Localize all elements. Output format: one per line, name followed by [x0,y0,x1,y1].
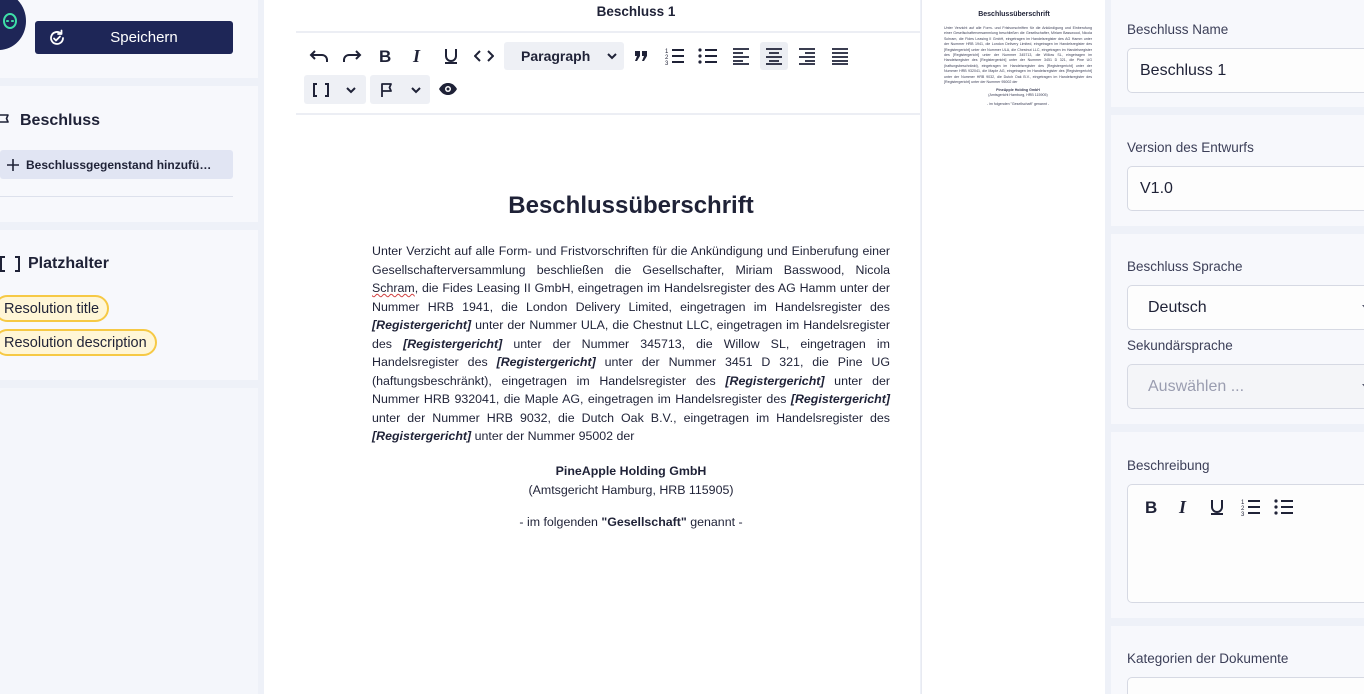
preview-company-court: (Amtsgericht Hamburg, HRB 115905) [988,93,1048,98]
language-label: Beschluss Sprache [1127,259,1243,274]
beschluss-section-title [0,112,100,130]
sidebar-empty-area [0,388,258,694]
left-sidebar [0,0,258,694]
underline-button[interactable] [437,42,465,70]
italic-icon [1177,499,1191,515]
redo-icon [342,49,362,63]
add-resolution-item-button[interactable] [0,150,233,179]
underline-icon [443,47,459,65]
body-text-segment: unter der Nummer 345713, die Willow SL, eingetragen im Handelsregister des [372,336,890,369]
preview-body: Unter Verzicht auf alle Form- und Fristvorschriften für die Ankündigung und Einberufung einer Gesellschafterversammlung beschließen die Gesellschafter, Miriam Basswood, Nicola Schram, die Fides Leasing II GmbH, eingetragen im Handelsregister des AG Hamm unter der Nummer HRB 1941, die London Delivery Limited, eingetragen im Handelsregister des [Registergericht] unter der Nummer ULA, die Chestnut LLC, eingetragen im Handelsregister des [Registergericht] unter der Nummer 345713, die Willow SL, eingetragen im Handelsregister des [Registergericht] unter der Nummer 3451 D 321, die Pine UG (haftungsbeschränkt), eingetragen im Handelsregister des [Registergericht] unter der Nummer HRB 932041, die Maple AG, eingetragen im Handelsregister des [Registergericht] unter der Nummer HRB 9032, die Dutch Oak B.V., eingetragen im Handelsregister des [Registergericht] unter der Nummer 95002 der [944,26,1092,85]
description-underline-button[interactable] [1204,494,1230,520]
brackets-icon [0,255,20,273]
placeholder-insert-dropdown[interactable] [304,75,366,104]
svg-text:1: 1 [1241,500,1245,506]
align-right-button[interactable] [793,42,821,70]
align-left-button[interactable] [727,42,755,70]
name-label: Beschluss Name [1127,22,1229,37]
description-italic-button[interactable] [1171,494,1197,520]
ordered-list-button[interactable] [661,42,689,70]
spellcheck-word: Schram [372,281,415,295]
blockquote-button[interactable] [627,42,655,70]
save-card [0,0,258,78]
align-right-icon [798,47,816,65]
add-item-label: Beschlussgegenstand hinzufü… [26,157,212,172]
version-label: Version des Entwurfs [1127,140,1254,155]
toolbar-bottom-border [296,113,920,115]
flag-icon [379,82,395,98]
svg-text:1: 1 [665,49,669,55]
placeholder-chip-label: Resolution description [4,334,147,351]
placeholder-insert-button[interactable] [307,76,335,104]
body-text-segment: , die Fides Leasing II GmbH, eingetragen im Handelsregister des AG Hamm unter der Nummer HRB 1941, die London Delivery Limited, eingetragen im Handelsregister des [372,281,890,314]
alien-logo-icon [2,13,18,29]
bold-icon [378,48,392,64]
document-name: Beschluss 1 [596,4,676,19]
alias-term: "Gesellschaft" [601,515,687,529]
toolbar-top-border [296,31,920,33]
resolution-body-text[interactable] [372,242,890,446]
bold-icon [1144,499,1158,515]
categories-select[interactable] [1127,677,1364,694]
body-text-segment: unter der Nummer 3451 D 321, die Pine UG (haftungsbeschränkt), eingetragen im Handelsregister des [372,355,891,388]
placeholder-chip[interactable] [0,329,157,356]
bullet-list-button[interactable] [694,42,722,70]
svg-text:I: I [1179,499,1187,515]
svg-text:B: B [379,48,392,64]
alias-suffix: genannt - [686,515,743,529]
register-court-placeholder: [Registergericht] [372,318,472,332]
document-editor [264,0,920,694]
paragraph-style-select[interactable] [504,42,624,70]
undo-icon [309,49,329,63]
preview-toggle-button[interactable] [434,75,462,103]
secondary-language-placeholder: Auswählen ... [1148,377,1245,395]
version-input[interactable] [1127,166,1364,211]
svg-text:3: 3 [665,61,669,65]
beschluss-title-text: Beschluss [20,112,101,129]
body-text-segment: unter der Nummer HRB 9032, die Dutch Oak B.V., eingetragen im Handelsregister des [372,410,890,425]
description-bold-button[interactable] [1138,494,1164,520]
placeholder-chip-label: Resolution title [4,300,100,317]
bullet-list-icon [698,47,718,65]
svg-text:2: 2 [665,55,669,61]
document-title[interactable]: Beschlussüberschrift [508,192,754,219]
code-icon [474,49,494,63]
bullet-list-icon [1274,498,1294,516]
svg-text:B: B [1145,499,1158,515]
language-value: Deutsch [1148,298,1207,316]
placeholder-chip[interactable] [0,295,109,322]
register-court-placeholder: [Registergericht] [403,336,503,351]
align-justify-icon [831,47,849,65]
brackets-icon [312,82,330,98]
alias-prefix: - im folgenden [519,515,602,529]
description-editor[interactable] [1127,484,1364,603]
register-court-placeholder: [Registergericht] [372,429,472,443]
italic-icon [411,48,425,64]
sidebar-divider [0,196,233,197]
avatar[interactable] [0,0,26,50]
body-text-segment: unter der Nummer 95002 der [471,429,635,443]
save-button[interactable] [35,21,233,54]
align-justify-button[interactable] [826,42,854,70]
document-preview-thumbnail[interactable] [921,0,1105,694]
flag-icon [0,113,12,129]
company-court: (Amtsgericht Hamburg, HRB 115905) [528,483,734,497]
body-text-segment: unter der Nummer HRB 932041, die Maple AG, eingetragen im Handelsregister des [372,373,890,406]
placeholder-title-text: Platzhalter [28,255,109,272]
code-button[interactable] [470,42,498,70]
description-label: Beschreibung [1127,458,1210,473]
ordered-list-icon [665,47,685,65]
svg-text:3: 3 [1241,512,1245,516]
flag-button[interactable] [373,76,401,104]
register-court-placeholder: [Registergericht] [790,392,890,406]
align-left-icon [732,47,750,65]
register-court-placeholder: [Registergericht] [496,355,596,369]
eye-icon [438,82,458,96]
align-center-icon [765,47,783,65]
properties-panel [1111,0,1364,694]
secondary-language-select[interactable] [1127,364,1364,409]
language-select[interactable] [1127,285,1364,330]
underline-icon [1209,498,1225,516]
plus-icon [6,158,20,172]
resolution-name-input[interactable] [1127,48,1364,93]
categories-label: Kategorien der Dokumente [1127,651,1289,666]
italic-button[interactable] [404,42,432,70]
preview-company [944,88,1092,99]
svg-text:2: 2 [1241,506,1245,512]
paragraph-style-value: Paragraph [521,48,591,64]
chevron-down-icon [606,49,618,63]
svg-text:I: I [413,48,421,64]
secondary-language-label: Sekundärsprache [1127,338,1233,353]
chevron-down-icon [410,83,422,97]
quote-icon [633,49,649,63]
company-name: PineApple Holding GmbH [555,464,707,478]
preview-company-name: PineApple Holding GmbH [996,88,1040,92]
company-alias-line [372,515,890,529]
body-text-segment: Unter Verzicht auf alle Form- und Fristvorschriften für die Ankündigung und Einberufung einer Gesellschafterversammlung beschließen die Gesellschafter, Miriam Basswood, Nicola [372,244,890,277]
placeholder-section-title [0,255,109,273]
chevron-down-icon [345,83,357,97]
redo-button[interactable] [338,42,366,70]
preview-title: Beschlussüberschrift [978,11,1050,18]
body-text-segment: unter der Nummer ULA, die Chestnut LLC, eingetragen im Handelsregister des [372,318,890,351]
undo-button[interactable] [305,42,333,70]
preview-alias: - im folgenden "Gesellschaft" genannt - [986,102,1050,106]
register-court-placeholder: [Registergericht] [725,373,825,388]
company-block [372,462,890,500]
align-center-button[interactable] [760,42,788,70]
save-button-label: Speichern [110,29,178,46]
ordered-list-icon [1241,498,1261,516]
flag-dropdown[interactable] [370,75,430,104]
bold-button[interactable] [371,42,399,70]
description-ordered-list-button[interactable] [1238,494,1264,520]
description-bullet-list-button[interactable] [1271,494,1297,520]
